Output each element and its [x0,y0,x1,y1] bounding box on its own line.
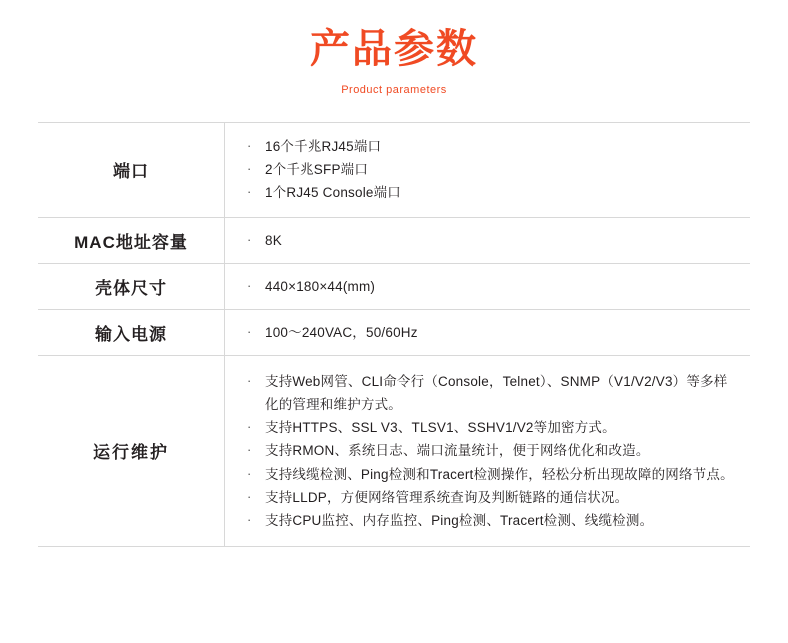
list-item [243,439,740,462]
bullet-icon: · [247,231,252,247]
list-item-text: 支持Web网管、CLI命令行（Console，Telnet）、SNMP（V1/V2/V3）等多样化的管理和维护方式。 [265,373,728,412]
spec-value [225,355,751,547]
spec-label: 壳体尺寸 [38,263,225,309]
list-item-text: 支持CPU监控、内存监控、Ping检测、Tracert检测、线缆检测。 [265,512,654,528]
list-item [243,509,740,532]
list-item-text: 支持LLDP，方便网络管理系统查询及判断链路的通信状况。 [265,489,629,505]
spec-value [225,217,751,263]
spec-label: 端口 [38,123,225,218]
bullet-icon: · [247,465,252,481]
list-item-text: 支持HTTPS、SSL V3、TLSV1、SSHV1/V2等加密方式。 [265,420,616,436]
spec-label: 运行维护 [38,355,225,547]
list-item-text: 支持RMON、系统日志、端口流量统计，便于网络优化和改造。 [265,443,650,459]
spec-item-list [243,321,740,344]
page-header [0,0,788,96]
bullet-icon: · [247,323,252,339]
spec-label: MAC地址容量 [38,217,225,263]
spec-item-list [243,275,740,298]
list-item-text: 2个千兆SFP端口 [265,162,369,178]
list-item [243,486,740,509]
list-item [243,416,740,439]
list-item-text: 8K [265,232,282,248]
list-item [243,321,740,344]
list-item-text: 支持线缆检测、Ping检测和Tracert检测操作，轻松分析出现故障的网络节点。 [265,466,734,482]
bullet-icon: · [247,511,252,527]
list-item [243,463,740,486]
list-item-text: 440×180×44(mm) [265,278,376,294]
spec-label: 输入电源 [38,309,225,355]
bullet-icon: · [247,442,252,458]
spec-value [225,123,751,218]
list-item [243,181,740,204]
bullet-icon: · [247,138,252,153]
page-subtitle: Product parameters [341,84,447,96]
bullet-icon: · [247,184,252,200]
list-item [243,229,740,252]
spec-table-wrapper [38,122,750,547]
table-row [38,309,750,355]
list-item [243,275,740,298]
spec-value [225,263,751,309]
spec-table [38,122,750,547]
list-item-text: 1个RJ45 Console端口 [265,185,402,201]
bullet-icon: · [247,161,252,177]
spec-item-list [243,229,740,252]
list-item-text: 16个千兆RJ45端口 [265,139,382,154]
table-row [38,217,750,263]
list-item [243,135,740,158]
bullet-icon: · [247,277,252,293]
list-item [243,158,740,181]
table-row [38,355,750,547]
table-row [38,123,750,218]
list-item-text: 100～240VAC，50/60Hz [265,324,418,340]
spec-value [225,309,751,355]
page-title: 产品参数 [310,27,478,71]
bullet-icon: · [247,372,252,388]
table-row [38,263,750,309]
list-item [243,370,740,416]
bullet-icon: · [247,488,252,504]
spec-item-list [243,135,740,205]
spec-item-list [243,370,740,533]
bullet-icon: · [247,419,252,435]
